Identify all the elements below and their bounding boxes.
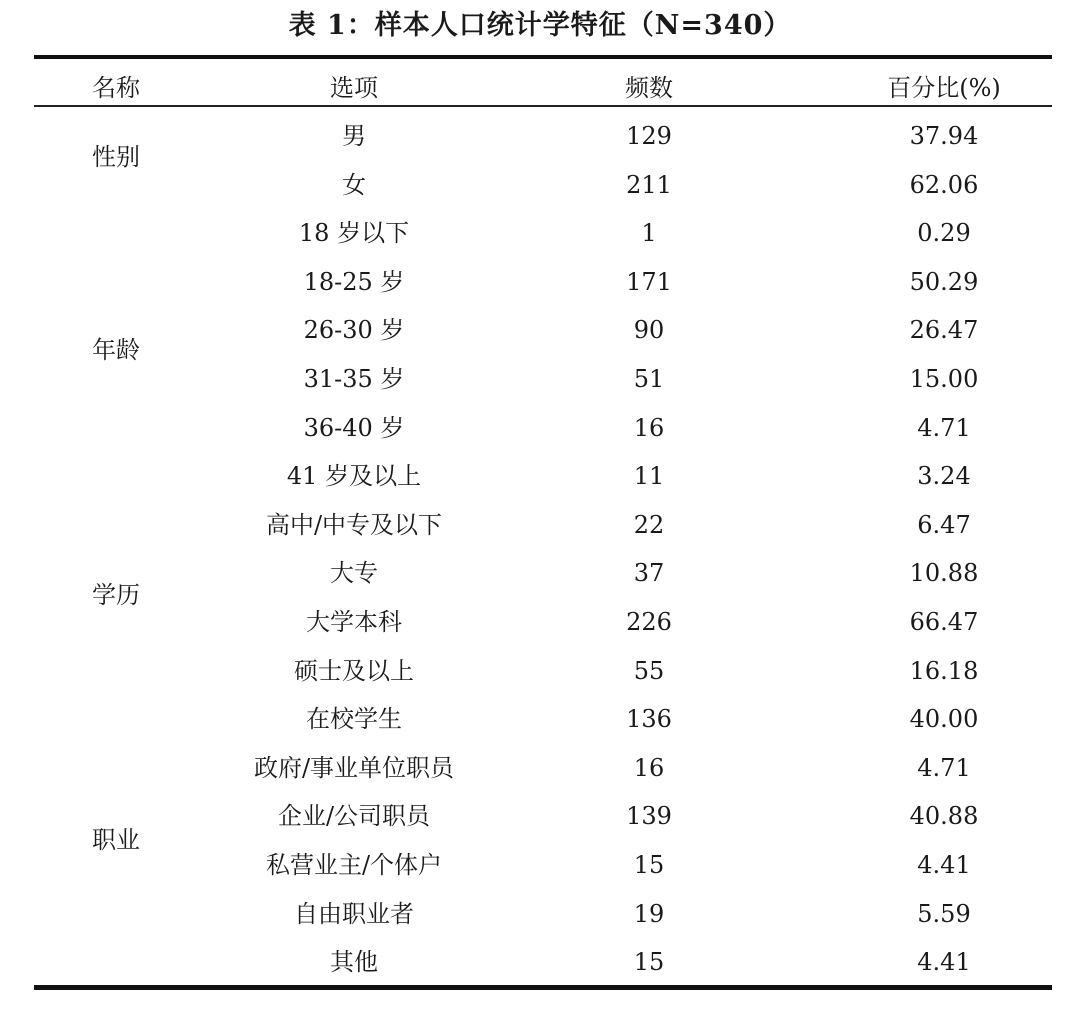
cell-frequency: 211: [626, 171, 672, 199]
table-top-rule: [34, 55, 1052, 59]
cell-percent: 4.41: [917, 851, 971, 879]
table-bottom-rule: [34, 985, 1052, 990]
cell-frequency: 51: [633, 365, 665, 393]
cell-percent: 4.41: [917, 948, 971, 976]
cell-percent: 10.88: [909, 559, 979, 587]
cell-frequency: 171: [626, 268, 672, 296]
cell-option: 政府/事业单位职员: [253, 754, 455, 782]
cell-option: 18-25 岁: [303, 268, 405, 296]
group-label-education: 学历: [92, 581, 140, 609]
cell-option: 高中/中专及以下: [265, 511, 443, 539]
cell-option: 企业/公司职员: [277, 802, 431, 830]
cell-option: 大学本科: [306, 608, 402, 636]
cell-option: 女: [342, 171, 366, 199]
cell-percent: 15.00: [909, 365, 979, 393]
cell-frequency: 226: [626, 608, 672, 636]
group-label-gender: 性别: [92, 143, 140, 171]
cell-option: 31-35 岁: [303, 365, 405, 393]
cell-percent: 26.47: [909, 316, 979, 344]
header-option: 选项: [330, 74, 378, 102]
cell-frequency: 129: [626, 122, 672, 150]
header-frequency: 频数: [625, 74, 673, 102]
cell-frequency: 15: [633, 851, 665, 879]
cell-frequency: 139: [626, 802, 672, 830]
cell-frequency: 11: [633, 462, 665, 490]
cell-option: 硕士及以上: [294, 657, 414, 685]
cell-frequency: 19: [633, 900, 665, 928]
cell-option: 41 岁及以上: [286, 462, 422, 490]
cell-frequency: 1: [641, 219, 657, 247]
cell-percent: 62.06: [909, 171, 979, 199]
cell-option: 自由职业者: [294, 900, 414, 928]
cell-option: 36-40 岁: [303, 414, 405, 442]
cell-option: 男: [342, 122, 366, 150]
cell-option: 26-30 岁: [303, 316, 405, 344]
cell-percent: 37.94: [909, 122, 979, 150]
cell-frequency: 55: [633, 657, 665, 685]
cell-frequency: 136: [626, 705, 672, 733]
cell-option: 大专: [330, 559, 378, 587]
cell-option: 18 岁以下: [298, 219, 410, 247]
header-percent: 百分比(%): [887, 74, 1001, 102]
cell-percent: 3.24: [917, 462, 971, 490]
cell-percent: 0.29: [917, 219, 971, 247]
cell-frequency: 90: [633, 316, 665, 344]
cell-percent: 50.29: [909, 268, 979, 296]
cell-option: 在校学生: [306, 705, 402, 733]
table-title: 表 1：样本人口统计学特征（N=340）: [288, 10, 792, 41]
cell-percent: 4.71: [917, 754, 971, 782]
cell-frequency: 16: [633, 414, 665, 442]
cell-option: 私营业主/个体户: [265, 851, 443, 879]
group-label-occupation: 职业: [92, 826, 140, 854]
cell-frequency: 16: [633, 754, 665, 782]
cell-percent: 6.47: [917, 511, 971, 539]
cell-percent: 16.18: [909, 657, 979, 685]
header-name: 名称: [92, 74, 140, 102]
cell-percent: 66.47: [909, 608, 979, 636]
cell-option: 其他: [330, 948, 378, 976]
group-label-age: 年龄: [92, 336, 140, 364]
cell-percent: 40.00: [909, 705, 979, 733]
cell-percent: 40.88: [909, 802, 979, 830]
cell-frequency: 15: [633, 948, 665, 976]
cell-frequency: 22: [633, 511, 665, 539]
cell-percent: 5.59: [917, 900, 971, 928]
table-header-rule: [34, 105, 1052, 107]
cell-frequency: 37: [633, 559, 665, 587]
cell-percent: 4.71: [917, 414, 971, 442]
